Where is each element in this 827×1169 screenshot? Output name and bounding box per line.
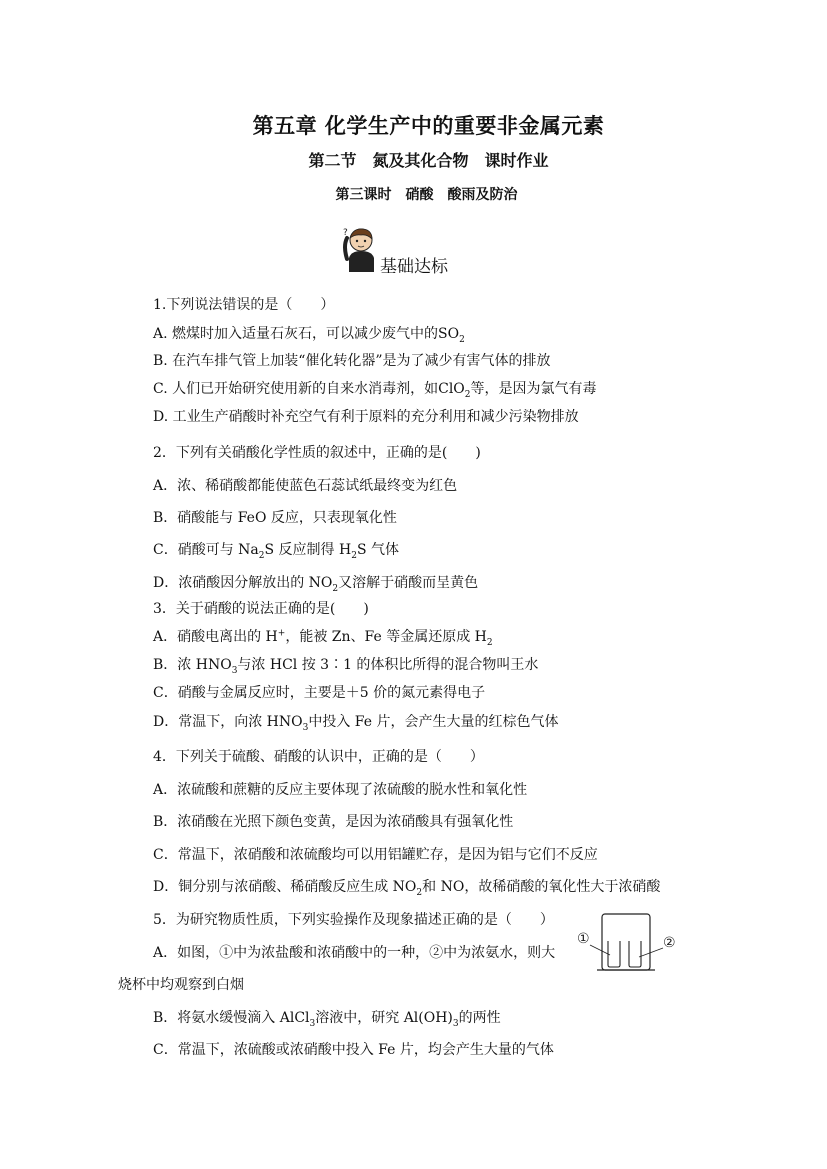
q2-option-a: A．浓、稀硝酸都能使蓝色石蕊试纸最终变为红色	[153, 478, 458, 494]
q5-option-b: B．将氨水缓慢滴入 AlCl$_3$溶液中，研究 $Al(OH)_3$的两性	[153, 1010, 501, 1029]
q5-option-a-line2: 烧杯中均观察到白烟	[118, 977, 244, 993]
q5-option-c: C．常温下，浓硫酸或浓硝酸中投入 Fe 片，均会产生大量的气体	[153, 1042, 554, 1058]
q3-stem: 3．关于硝酸的说法正确的是( )	[153, 601, 369, 617]
figure-label-2: ②	[663, 935, 676, 951]
q4-option-b: B．浓硝酸在光照下颜色变黄，是因为浓硝酸具有强氧化性	[153, 814, 514, 830]
lesson-title: 第三课时 硝酸 酸雨及防治	[335, 187, 518, 203]
q4-option-c: C．常温下，浓硝酸和浓硫酸均可以用铝罐贮存，是因为铝与它们不反应	[153, 847, 598, 863]
q4-stem: 4．下列关于硫酸、硝酸的认识中，正确的是（ ）	[153, 749, 484, 765]
beaker-figure	[577, 913, 687, 975]
section-title: 第二节 氮及其化合物 课时作业	[308, 151, 549, 170]
figure-label-1: ①	[577, 931, 590, 947]
q3-option-c: C．硝酸与金属反应时，主要是＋5 价的氮元素得电子	[153, 685, 486, 701]
q5-stem: 5．为研究物质性质，下列实验操作及现象描述正确的是（ ）	[153, 912, 554, 928]
q4-option-a: A．浓硫酸和蔗糖的反应主要体现了浓硫酸的脱水性和氧化性	[153, 782, 528, 798]
q3-option-a: A．硝酸电离出的 H+，能被 Zn、Fe 等金属还原成 $H_2$	[153, 628, 493, 648]
q1-stem: 1.下列说法错误的是（ ）	[153, 297, 335, 313]
svg-text:?: ?	[343, 228, 348, 238]
q2-option-d: D．浓硝酸因分解放出的 $NO_2$又溶解于硝酸而呈黄色	[153, 575, 479, 594]
q3-option-d: D．常温下，向浓 $HNO_3$中投入 Fe 片，会产生大量的红棕色气体	[153, 714, 559, 733]
q1-option-a: A. 燃煤时加入适量石灰石，可以减少废气中的$SO_2$	[153, 326, 465, 345]
q2-option-c: C．硝酸可与 $Na_2S$ 反应制得 $H_2S$ 气体	[153, 542, 399, 561]
q2-option-b: B．硝酸能与 FeO 反应，只表现氧化性	[153, 510, 397, 526]
q4-option-d: D．铜分别与浓硝酸、稀硝酸反应生成 $NO_2$和 NO，故稀硝酸的氧化性大于浓硝酸	[153, 879, 661, 898]
q2-stem: 2．下列有关硝酸化学性质的叙述中，正确的是( )	[153, 445, 481, 461]
q1-option-d: D. 工业生产硝酸时补充空气有利于原料的充分利用和减少污染物排放	[153, 409, 579, 425]
badge-label: 基础达标	[380, 257, 448, 277]
q5-option-a-line1: A．如图，①中为浓盐酸和浓硝酸中的一种，②中为浓氨水，则大	[153, 945, 556, 961]
chapter-title: 第五章 化学生产中的重要非金属元素	[252, 113, 605, 138]
q1-option-c: C. 人们已开始研究使用新的自来水消毒剂，如ClO$_2$等，是因为氯气有毒	[153, 381, 597, 400]
q1-option-b: B. 在汽车排气管上加装“催化转化器”是为了减少有害气体的排放	[153, 353, 551, 369]
student-thinking-icon	[341, 226, 379, 272]
q3-option-b: B．浓 $HNO_3$与浓 HCl 按 3∶1 的体积比所得的混合物叫王水	[153, 657, 539, 676]
